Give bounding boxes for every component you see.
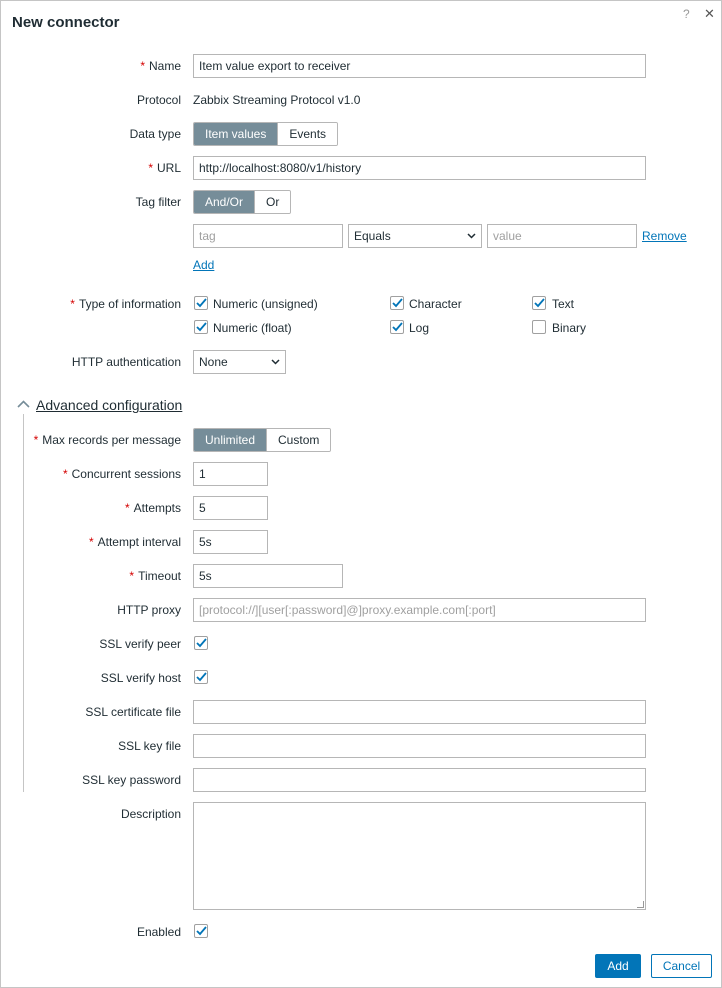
- advanced-section-divider: [23, 414, 24, 792]
- type-binary-checkbox[interactable]: [532, 320, 546, 334]
- type-binary-label: Binary: [552, 321, 587, 335]
- tag-filter-segmented: [193, 190, 291, 214]
- ssl-verify-host-checkbox[interactable]: [194, 670, 208, 684]
- dialog-title: New connector: [12, 14, 120, 31]
- name-input[interactable]: Item value export to receiver: [193, 54, 646, 78]
- data-type-label: Data type: [129, 127, 181, 141]
- checkmark-icon: [196, 298, 207, 308]
- ssl-key-file-label: SSL key file: [118, 739, 181, 753]
- ssl-verify-peer-label: SSL verify peer: [99, 637, 181, 651]
- close-icon[interactable]: ✕: [704, 6, 715, 21]
- type-of-information-label: * Type of information: [70, 297, 181, 311]
- type-numeric-float-checkbox[interactable]: [194, 320, 208, 334]
- ssl-cert-file-label: SSL certificate file: [85, 705, 181, 719]
- attempt-interval-input[interactable]: 5s: [193, 530, 268, 554]
- checkmark-icon: [534, 298, 545, 308]
- max-records-label: * Max records per message: [33, 433, 181, 447]
- max-records-segmented: [193, 428, 331, 452]
- timeout-input[interactable]: 5s: [193, 564, 343, 588]
- ssl-key-password-input[interactable]: [193, 768, 646, 792]
- data-type-item-values-option[interactable]: Item values: [194, 123, 277, 145]
- ssl-key-password-label: SSL key password: [82, 773, 181, 787]
- cancel-button[interactable]: Cancel: [651, 954, 712, 978]
- tag-add-link[interactable]: Add: [193, 258, 215, 272]
- protocol-label: Protocol: [136, 93, 181, 107]
- type-numeric-unsigned-checkbox[interactable]: [194, 296, 208, 310]
- tag-operator-value: Equals: [354, 229, 391, 243]
- data-type-segmented: [193, 122, 338, 146]
- max-records-custom-option[interactable]: Custom: [266, 429, 330, 451]
- description-textarea[interactable]: [193, 802, 646, 910]
- ssl-verify-peer-checkbox[interactable]: [194, 636, 208, 650]
- checkmark-icon: [196, 322, 207, 332]
- protocol-value: Zabbix Streaming Protocol v1.0: [193, 93, 361, 107]
- tag-filter-label: Tag filter: [135, 195, 181, 209]
- data-type-events-option[interactable]: Events: [277, 123, 337, 145]
- type-character-label: Character: [409, 297, 462, 311]
- checkmark-icon: [392, 322, 403, 332]
- url-label: * URL: [148, 161, 181, 175]
- type-log-checkbox[interactable]: [390, 320, 404, 334]
- checkmark-icon: [392, 298, 403, 308]
- tag-value-input[interactable]: value: [487, 224, 637, 248]
- checkmark-icon: [196, 638, 207, 648]
- type-numeric-float-label: Numeric (float): [213, 321, 292, 335]
- http-auth-value: None: [199, 355, 228, 369]
- resize-grip-icon[interactable]: [637, 901, 644, 908]
- tag-filter-andor-option[interactable]: And/Or: [194, 191, 254, 213]
- concurrent-sessions-label: * Concurrent sessions: [62, 467, 181, 481]
- type-text-label: Text: [552, 297, 575, 311]
- tag-filter-or-option[interactable]: Or: [254, 191, 290, 213]
- description-label: Description: [120, 807, 181, 821]
- enabled-label: Enabled: [136, 925, 181, 939]
- max-records-unlimited-option[interactable]: Unlimited: [194, 429, 266, 451]
- chevron-down-icon: [467, 233, 476, 239]
- attempts-label: * Attempts: [124, 501, 181, 515]
- http-proxy-label: HTTP proxy: [117, 603, 181, 617]
- attempt-interval-label: * Attempt interval: [88, 535, 181, 549]
- type-numeric-unsigned-label: Numeric (unsigned): [213, 297, 318, 311]
- name-label: * Name: [140, 59, 181, 73]
- checkmark-icon: [196, 926, 207, 936]
- chevron-up-icon[interactable]: [17, 400, 30, 408]
- ssl-verify-host-label: SSL verify host: [100, 671, 181, 685]
- chevron-down-icon: [271, 359, 280, 365]
- attempts-input[interactable]: 5: [193, 496, 268, 520]
- ssl-key-file-input[interactable]: [193, 734, 646, 758]
- type-log-label: Log: [409, 321, 430, 335]
- timeout-label: * Timeout: [129, 569, 181, 583]
- http-proxy-input[interactable]: [protocol://][user[:password]@]proxy.example.com[:port]: [193, 598, 646, 622]
- tag-operator-select[interactable]: [348, 224, 482, 248]
- http-auth-label: HTTP authentication: [71, 355, 181, 369]
- advanced-configuration-toggle[interactable]: Advanced configuration: [36, 397, 183, 413]
- tag-name-input[interactable]: tag: [193, 224, 343, 248]
- ssl-cert-file-input[interactable]: [193, 700, 646, 724]
- enabled-checkbox[interactable]: [194, 924, 208, 938]
- help-icon[interactable]: ?: [683, 7, 690, 21]
- concurrent-sessions-input[interactable]: 1: [193, 462, 268, 486]
- type-character-checkbox[interactable]: [390, 296, 404, 310]
- checkmark-icon: [196, 672, 207, 682]
- add-button[interactable]: Add: [595, 954, 641, 978]
- url-input[interactable]: http://localhost:8080/v1/history: [193, 156, 646, 180]
- tag-remove-link[interactable]: Remove: [642, 229, 687, 243]
- http-auth-select[interactable]: [193, 350, 286, 374]
- type-text-checkbox[interactable]: [532, 296, 546, 310]
